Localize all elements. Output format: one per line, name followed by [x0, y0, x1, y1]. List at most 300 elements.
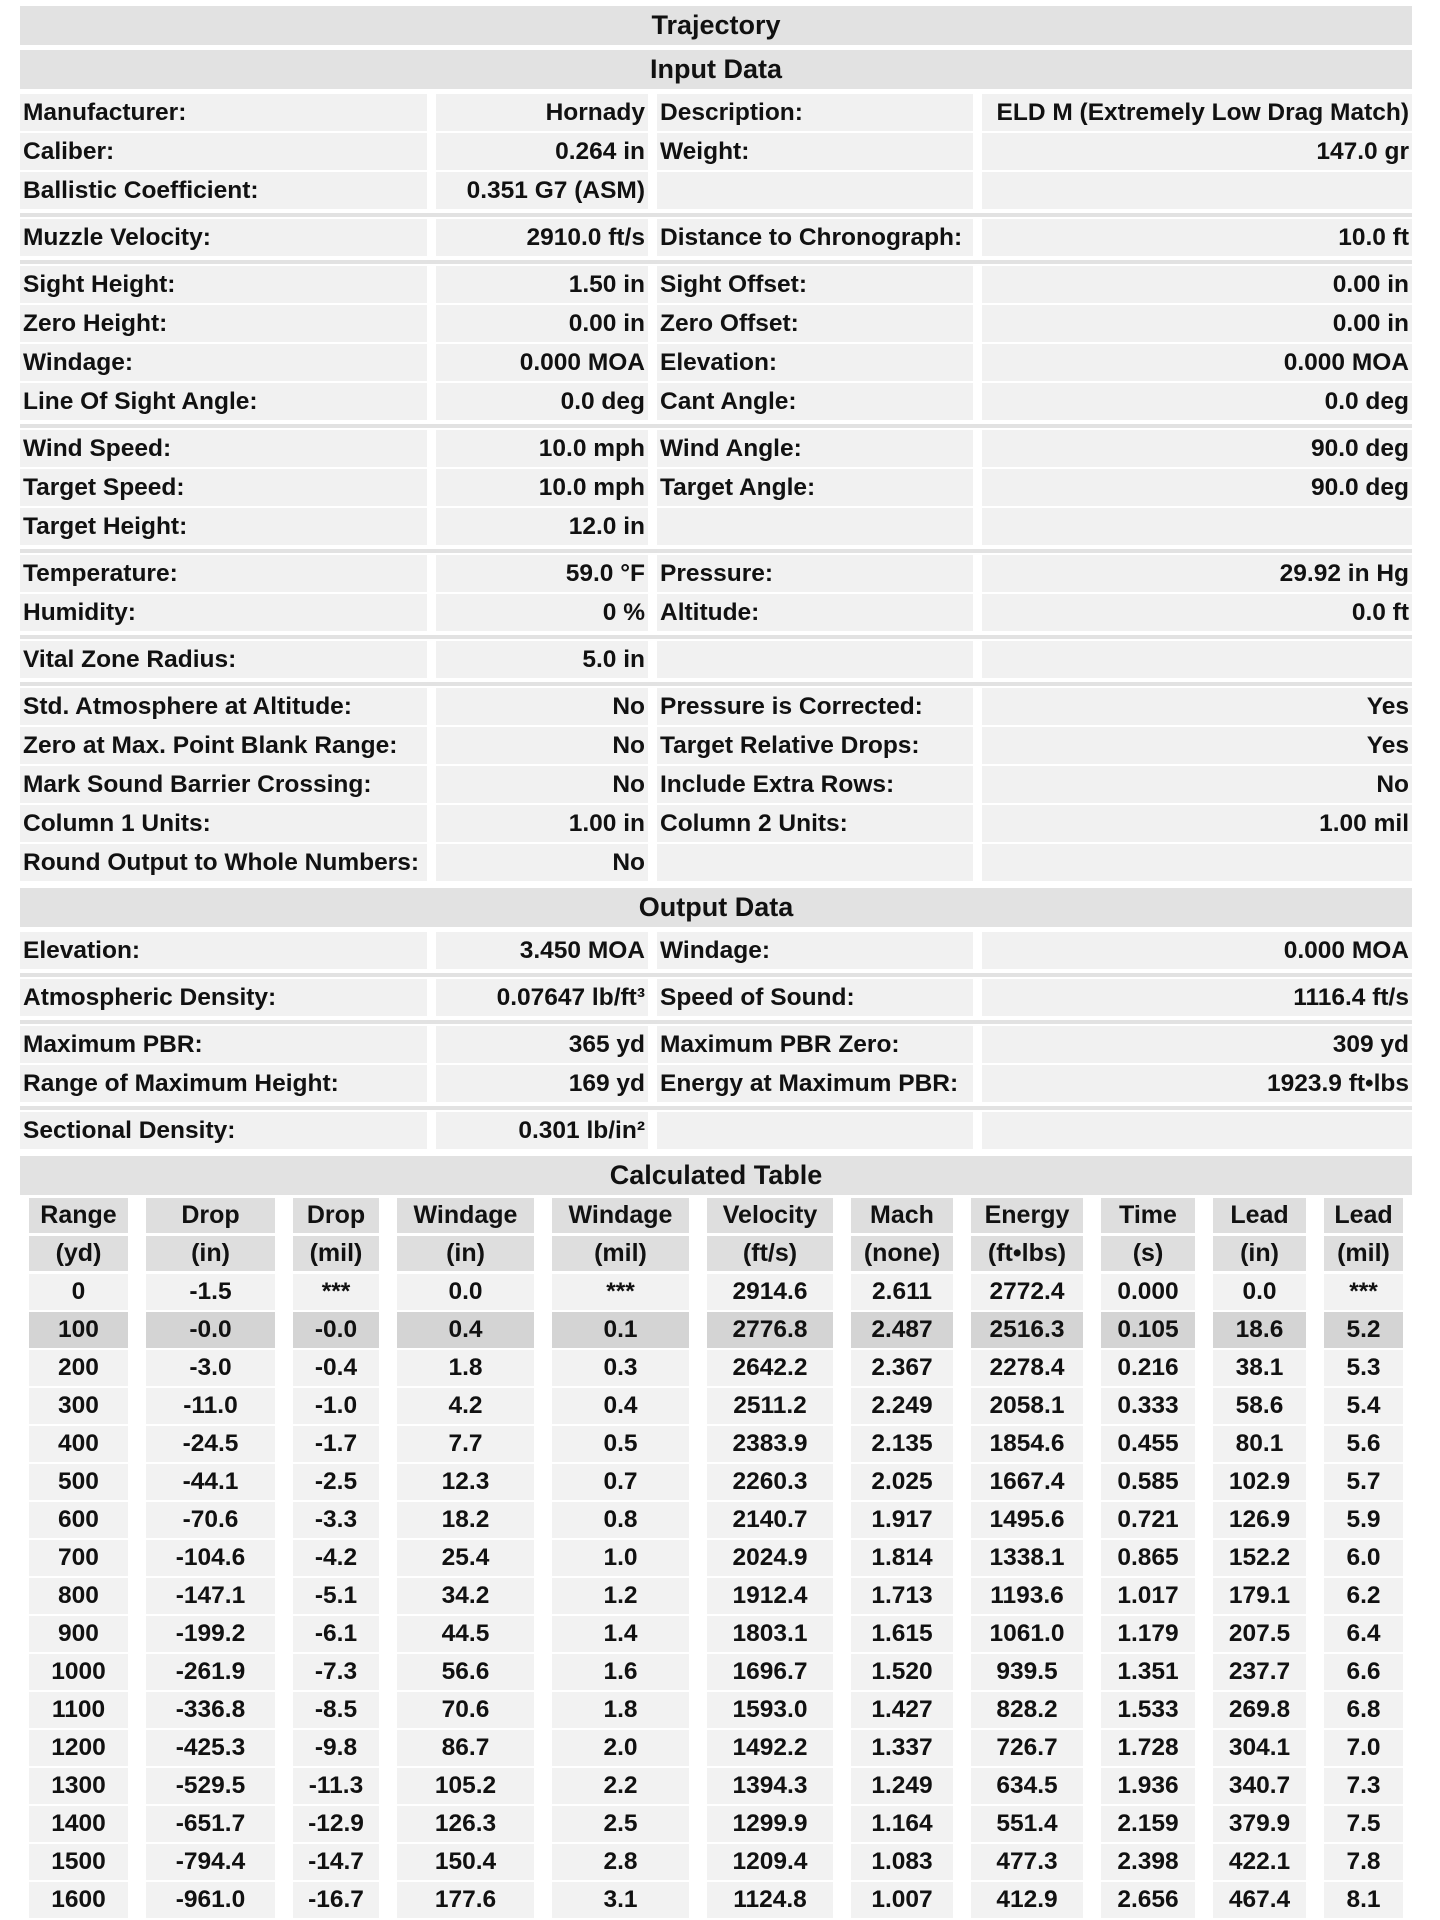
param-value	[982, 641, 1412, 678]
group-separator	[20, 213, 1412, 217]
input-data-header: Input Data	[20, 50, 1412, 89]
table-cell: 700	[20, 1540, 137, 1578]
table-cell: 179.1	[1204, 1578, 1315, 1616]
table-cell: 100	[20, 1312, 137, 1350]
param-row	[20, 305, 1412, 344]
param-value	[982, 172, 1412, 209]
table-cell: -0.0	[137, 1312, 284, 1350]
table-cell: 2024.9	[698, 1540, 842, 1578]
param-row	[20, 469, 1412, 508]
table-cell: -11.3	[284, 1768, 388, 1806]
table-cell: -104.6	[137, 1540, 284, 1578]
table-cell: 5.4	[1315, 1388, 1412, 1426]
column-header: Time	[1092, 1198, 1204, 1236]
table-cell: -199.2	[137, 1616, 284, 1654]
table-cell: 0.455	[1092, 1426, 1204, 1464]
table-cell: 600	[20, 1502, 137, 1540]
table-cell: -1.7	[284, 1426, 388, 1464]
table-cell: 0.865	[1092, 1540, 1204, 1578]
param-value: 0 %	[436, 594, 648, 631]
table-cell: -44.1	[137, 1464, 284, 1502]
param-value: 90.0 deg	[982, 469, 1412, 506]
table-cell: 900	[20, 1616, 137, 1654]
column-unit: (yd)	[20, 1236, 137, 1274]
param-value	[982, 508, 1412, 545]
param-row	[20, 688, 1412, 727]
table-cell: 1.427	[842, 1692, 962, 1730]
table-row	[20, 1768, 1412, 1806]
table-row	[20, 1274, 1412, 1312]
table-cell: 1124.8	[698, 1882, 842, 1920]
param-label: Muzzle Velocity:	[20, 219, 427, 256]
param-label: Target Height:	[20, 508, 427, 545]
param-label: Zero at Max. Point Blank Range:	[20, 727, 427, 764]
table-cell: 5.9	[1315, 1502, 1412, 1540]
table-cell: 1.936	[1092, 1768, 1204, 1806]
param-value: 3.450 MOA	[436, 932, 648, 969]
param-value: 5.0 in	[436, 641, 648, 678]
table-cell: 1193.6	[962, 1578, 1092, 1616]
column-unit: (ft/s)	[698, 1236, 842, 1274]
param-value: 10.0 mph	[436, 430, 648, 467]
table-cell: 269.8	[1204, 1692, 1315, 1730]
param-label: Distance to Chronograph:	[657, 219, 973, 256]
param-label: Zero Offset:	[657, 305, 973, 342]
table-cell: 102.9	[1204, 1464, 1315, 1502]
param-value: 0.301 lb/in²	[436, 1112, 648, 1149]
table-cell: 1.0	[543, 1540, 698, 1578]
table-cell: 4.2	[388, 1388, 543, 1426]
param-label: Elevation:	[657, 344, 973, 381]
param-row	[20, 766, 1412, 805]
table-cell: 0.1	[543, 1312, 698, 1350]
table-cell: 2.249	[842, 1388, 962, 1426]
param-label: Windage:	[20, 344, 427, 381]
table-cell: 500	[20, 1464, 137, 1502]
table-cell: 2772.4	[962, 1274, 1092, 1312]
param-label: Maximum PBR Zero:	[657, 1026, 973, 1063]
group-separator	[20, 635, 1412, 639]
param-value: 10.0 mph	[436, 469, 648, 506]
table-cell: -7.3	[284, 1654, 388, 1692]
column-unit: (none)	[842, 1236, 962, 1274]
table-cell: 939.5	[962, 1654, 1092, 1692]
column-unit: (s)	[1092, 1236, 1204, 1274]
table-row	[20, 1502, 1412, 1540]
table-cell: 1.164	[842, 1806, 962, 1844]
table-cell: 1.917	[842, 1502, 962, 1540]
column-header: Windage	[388, 1198, 543, 1236]
table-cell: 1200	[20, 1730, 137, 1768]
param-value: 0.07647 lb/ft³	[436, 979, 648, 1016]
param-value: 1116.4 ft/s	[982, 979, 1412, 1016]
table-row	[20, 1692, 1412, 1730]
param-value: 169 yd	[436, 1065, 648, 1102]
table-cell: -651.7	[137, 1806, 284, 1844]
table-cell: 7.3	[1315, 1768, 1412, 1806]
table-cell: 6.4	[1315, 1616, 1412, 1654]
table-cell: 7.5	[1315, 1806, 1412, 1844]
param-value: 29.92 in Hg	[982, 555, 1412, 592]
calculated-table	[20, 1198, 1412, 1920]
table-cell: 1500	[20, 1844, 137, 1882]
table-cell: 70.6	[388, 1692, 543, 1730]
param-value: 12.0 in	[436, 508, 648, 545]
table-cell: 58.6	[1204, 1388, 1315, 1426]
table-cell: 1.007	[842, 1882, 962, 1920]
table-cell: 1.083	[842, 1844, 962, 1882]
table-cell: 2.8	[543, 1844, 698, 1882]
param-label: Elevation:	[20, 932, 427, 969]
param-label	[657, 844, 973, 881]
table-cell: -70.6	[137, 1502, 284, 1540]
param-label: Energy at Maximum PBR:	[657, 1065, 973, 1102]
param-value: 1.00 mil	[982, 805, 1412, 842]
group-separator	[20, 973, 1412, 977]
table-cell: -6.1	[284, 1616, 388, 1654]
param-label: Weight:	[657, 133, 973, 170]
table-cell: 1.8	[543, 1692, 698, 1730]
table-cell: 0.4	[543, 1388, 698, 1426]
param-label: Manufacturer:	[20, 94, 427, 131]
table-cell: -14.7	[284, 1844, 388, 1882]
column-unit: (in)	[137, 1236, 284, 1274]
table-cell: 1667.4	[962, 1464, 1092, 1502]
table-cell: 2.611	[842, 1274, 962, 1312]
table-cell: 1400	[20, 1806, 137, 1844]
column-unit: (mil)	[1315, 1236, 1412, 1274]
table-cell: -8.5	[284, 1692, 388, 1730]
report-title: Trajectory	[20, 6, 1412, 45]
column-header: Drop	[284, 1198, 388, 1236]
param-label: Cant Angle:	[657, 383, 973, 420]
table-cell: 0.0	[1204, 1274, 1315, 1312]
table-cell: 1.6	[543, 1654, 698, 1692]
param-label: Ballistic Coefficient:	[20, 172, 427, 209]
table-cell: 2278.4	[962, 1350, 1092, 1388]
column-header: Lead	[1204, 1198, 1315, 1236]
table-cell: 2.025	[842, 1464, 962, 1502]
table-cell: 1.8	[388, 1350, 543, 1388]
table-cell: 400	[20, 1426, 137, 1464]
table-cell: 2642.2	[698, 1350, 842, 1388]
param-value: 0.351 G7 (ASM)	[436, 172, 648, 209]
column-header: Drop	[137, 1198, 284, 1236]
table-cell: -12.9	[284, 1806, 388, 1844]
table-cell: 126.9	[1204, 1502, 1315, 1540]
param-value: 0.264 in	[436, 133, 648, 170]
table-cell: ***	[284, 1274, 388, 1312]
table-cell: -1.0	[284, 1388, 388, 1426]
table-cell: 2.159	[1092, 1806, 1204, 1844]
table-cell: 25.4	[388, 1540, 543, 1578]
table-cell: 1300	[20, 1768, 137, 1806]
table-cell: 237.7	[1204, 1654, 1315, 1692]
table-cell: -1.5	[137, 1274, 284, 1312]
param-row	[20, 383, 1412, 422]
table-cell: 412.9	[962, 1882, 1092, 1920]
table-cell: 0.4	[388, 1312, 543, 1350]
param-value: 0.0 deg	[982, 383, 1412, 420]
param-value: No	[436, 844, 648, 881]
param-value: Hornady	[436, 94, 648, 131]
param-label: Column 2 Units:	[657, 805, 973, 842]
table-cell: 0.7	[543, 1464, 698, 1502]
param-label: Range of Maximum Height:	[20, 1065, 427, 1102]
table-cell: -529.5	[137, 1768, 284, 1806]
table-cell: -425.3	[137, 1730, 284, 1768]
table-cell: 18.6	[1204, 1312, 1315, 1350]
param-row	[20, 1026, 1412, 1065]
param-label: Target Angle:	[657, 469, 973, 506]
param-label: Speed of Sound:	[657, 979, 973, 1016]
table-row	[20, 1464, 1412, 1502]
table-cell: -961.0	[137, 1882, 284, 1920]
table-cell: 1.4	[543, 1616, 698, 1654]
param-value	[982, 844, 1412, 881]
table-cell: 2776.8	[698, 1312, 842, 1350]
table-cell: 1600	[20, 1882, 137, 1920]
param-value: ELD M (Extremely Low Drag Match)	[982, 94, 1412, 131]
param-value: 1923.9 ft•lbs	[982, 1065, 1412, 1102]
param-row	[20, 430, 1412, 469]
param-value: 1.50 in	[436, 266, 648, 303]
table-cell: 2.2	[543, 1768, 698, 1806]
param-label: Atmospheric Density:	[20, 979, 427, 1016]
param-label: Caliber:	[20, 133, 427, 170]
param-value: No	[982, 766, 1412, 803]
param-row	[20, 219, 1412, 258]
calculated-table-header: Calculated Table	[20, 1156, 1412, 1195]
param-row	[20, 94, 1412, 133]
group-separator	[20, 1020, 1412, 1024]
table-cell: 0.105	[1092, 1312, 1204, 1350]
param-label: Temperature:	[20, 555, 427, 592]
table-cell: 5.7	[1315, 1464, 1412, 1502]
param-value: 0.00 in	[982, 305, 1412, 342]
table-cell: 1209.4	[698, 1844, 842, 1882]
table-cell: -24.5	[137, 1426, 284, 1464]
param-label: Vital Zone Radius:	[20, 641, 427, 678]
table-cell: 340.7	[1204, 1768, 1315, 1806]
table-cell: 634.5	[962, 1768, 1092, 1806]
param-label: Pressure:	[657, 555, 973, 592]
table-row	[20, 1312, 1412, 1350]
table-cell: 1696.7	[698, 1654, 842, 1692]
param-label: Maximum PBR:	[20, 1026, 427, 1063]
table-cell: -261.9	[137, 1654, 284, 1692]
param-row	[20, 932, 1412, 971]
table-cell: 1.351	[1092, 1654, 1204, 1692]
table-cell: 467.4	[1204, 1882, 1315, 1920]
table-cell: 422.1	[1204, 1844, 1315, 1882]
table-cell: 1.520	[842, 1654, 962, 1692]
param-row	[20, 266, 1412, 305]
table-cell: 6.0	[1315, 1540, 1412, 1578]
param-row	[20, 641, 1412, 680]
param-label	[657, 641, 973, 678]
param-row	[20, 594, 1412, 633]
column-unit: (in)	[388, 1236, 543, 1274]
table-cell: 126.3	[388, 1806, 543, 1844]
table-cell: -4.2	[284, 1540, 388, 1578]
table-cell: 2516.3	[962, 1312, 1092, 1350]
table-cell: 86.7	[388, 1730, 543, 1768]
table-cell: 150.4	[388, 1844, 543, 1882]
table-cell: 200	[20, 1350, 137, 1388]
table-cell: 2.135	[842, 1426, 962, 1464]
param-value: 0.00 in	[436, 305, 648, 342]
param-row	[20, 727, 1412, 766]
param-value: 0.0 deg	[436, 383, 648, 420]
table-cell: 7.8	[1315, 1844, 1412, 1882]
table-cell: 6.6	[1315, 1654, 1412, 1692]
table-cell: 1.179	[1092, 1616, 1204, 1654]
table-row	[20, 1844, 1412, 1882]
param-label	[657, 508, 973, 545]
table-row	[20, 1388, 1412, 1426]
column-header: Mach	[842, 1198, 962, 1236]
table-cell: 0.216	[1092, 1350, 1204, 1388]
output-data-section	[20, 927, 1412, 1151]
table-cell: 726.7	[962, 1730, 1092, 1768]
param-value	[982, 1112, 1412, 1149]
param-value: 0.0 ft	[982, 594, 1412, 631]
table-cell: 18.2	[388, 1502, 543, 1540]
param-value: 0.000 MOA	[982, 344, 1412, 381]
param-value: No	[436, 766, 648, 803]
table-cell: 800	[20, 1578, 137, 1616]
param-value: 0.000 MOA	[982, 932, 1412, 969]
param-row	[20, 344, 1412, 383]
table-cell: -794.4	[137, 1844, 284, 1882]
table-row	[20, 1616, 1412, 1654]
param-label	[657, 172, 973, 209]
param-value: 147.0 gr	[982, 133, 1412, 170]
table-cell: 5.6	[1315, 1426, 1412, 1464]
param-row	[20, 555, 1412, 594]
table-cell: -2.5	[284, 1464, 388, 1502]
table-cell: 1854.6	[962, 1426, 1092, 1464]
column-unit: (in)	[1204, 1236, 1315, 1274]
table-cell: 1912.4	[698, 1578, 842, 1616]
table-cell: 1.337	[842, 1730, 962, 1768]
table-cell: 105.2	[388, 1768, 543, 1806]
param-label: Zero Height:	[20, 305, 427, 342]
param-value: 2910.0 ft/s	[436, 219, 648, 256]
table-cell: 1.814	[842, 1540, 962, 1578]
table-cell: -0.4	[284, 1350, 388, 1388]
column-unit: (ft•lbs)	[962, 1236, 1092, 1274]
table-cell: -9.8	[284, 1730, 388, 1768]
table-cell: 1299.9	[698, 1806, 842, 1844]
column-unit: (mil)	[284, 1236, 388, 1274]
table-cell: 7.0	[1315, 1730, 1412, 1768]
table-cell: 207.5	[1204, 1616, 1315, 1654]
table-cell: 2.656	[1092, 1882, 1204, 1920]
column-unit-row	[20, 1236, 1412, 1274]
table-cell: 2.398	[1092, 1844, 1204, 1882]
param-row	[20, 805, 1412, 844]
table-cell: 0.721	[1092, 1502, 1204, 1540]
param-label: Sight Offset:	[657, 266, 973, 303]
table-cell: 2.0	[543, 1730, 698, 1768]
param-label: Round Output to Whole Numbers:	[20, 844, 427, 881]
group-separator	[20, 424, 1412, 428]
column-header: Velocity	[698, 1198, 842, 1236]
table-cell: 5.2	[1315, 1312, 1412, 1350]
table-row	[20, 1806, 1412, 1844]
table-cell: 3.1	[543, 1882, 698, 1920]
param-value: 365 yd	[436, 1026, 648, 1063]
table-cell: -16.7	[284, 1882, 388, 1920]
table-row	[20, 1540, 1412, 1578]
param-label: Column 1 Units:	[20, 805, 427, 842]
table-cell: 12.3	[388, 1464, 543, 1502]
table-cell: -3.3	[284, 1502, 388, 1540]
input-data-section	[20, 89, 1412, 883]
table-row	[20, 1350, 1412, 1388]
table-cell: 0.585	[1092, 1464, 1204, 1502]
table-row	[20, 1882, 1412, 1920]
table-cell: 2260.3	[698, 1464, 842, 1502]
param-label: Altitude:	[657, 594, 973, 631]
table-cell: 0.5	[543, 1426, 698, 1464]
table-row	[20, 1654, 1412, 1692]
table-cell: -336.8	[137, 1692, 284, 1730]
param-label: Description:	[657, 94, 973, 131]
table-cell: 177.6	[388, 1882, 543, 1920]
table-cell: 1593.0	[698, 1692, 842, 1730]
param-value: 0.00 in	[982, 266, 1412, 303]
param-value: Yes	[982, 727, 1412, 764]
table-cell: 477.3	[962, 1844, 1092, 1882]
group-separator	[20, 549, 1412, 553]
table-cell: 5.3	[1315, 1350, 1412, 1388]
table-cell: 300	[20, 1388, 137, 1426]
param-value: No	[436, 688, 648, 725]
table-cell: 6.2	[1315, 1578, 1412, 1616]
param-row	[20, 1112, 1412, 1151]
table-cell: 0.000	[1092, 1274, 1204, 1312]
column-header-row	[20, 1198, 1412, 1236]
table-cell: -5.1	[284, 1578, 388, 1616]
param-label: Target Relative Drops:	[657, 727, 973, 764]
param-value: No	[436, 727, 648, 764]
table-cell: 0.333	[1092, 1388, 1204, 1426]
table-cell: 2.367	[842, 1350, 962, 1388]
param-value: 309 yd	[982, 1026, 1412, 1063]
table-cell: -147.1	[137, 1578, 284, 1616]
param-label: Humidity:	[20, 594, 427, 631]
table-cell: 0	[20, 1274, 137, 1312]
table-cell: 1338.1	[962, 1540, 1092, 1578]
param-row	[20, 979, 1412, 1018]
table-cell: 1061.0	[962, 1616, 1092, 1654]
table-cell: 2140.7	[698, 1502, 842, 1540]
param-label: Wind Angle:	[657, 430, 973, 467]
param-value: 0.000 MOA	[436, 344, 648, 381]
param-label: Pressure is Corrected:	[657, 688, 973, 725]
table-cell: 7.7	[388, 1426, 543, 1464]
table-cell: 44.5	[388, 1616, 543, 1654]
table-cell: 1.017	[1092, 1578, 1204, 1616]
table-row	[20, 1426, 1412, 1464]
param-label: Include Extra Rows:	[657, 766, 973, 803]
column-header: Energy	[962, 1198, 1092, 1236]
table-cell: 1492.2	[698, 1730, 842, 1768]
table-cell: 2914.6	[698, 1274, 842, 1312]
